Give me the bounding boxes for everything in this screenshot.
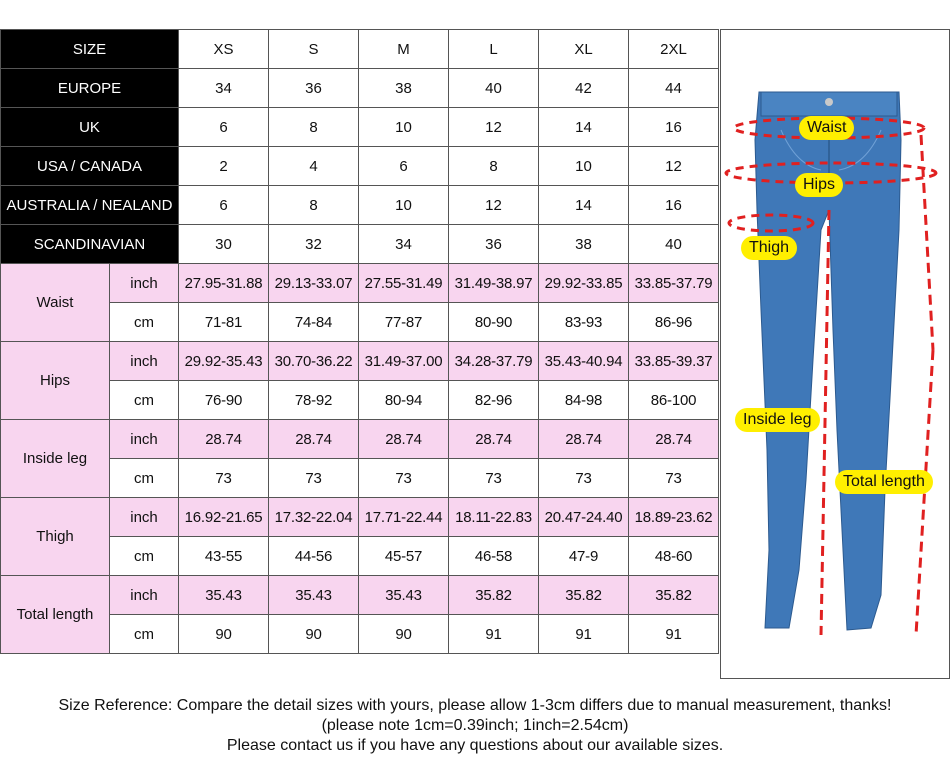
measure-cell: 84-98 [539,381,629,420]
measure-cell: 35.43 [179,576,269,615]
measure-row-inch [1,264,719,303]
size-cell: 6 [179,186,269,225]
measure-cell: 74-84 [269,303,359,342]
measure-cell: 18.89-23.62 [629,498,719,537]
measure-cell: 48-60 [629,537,719,576]
measure-cell: 78-92 [269,381,359,420]
measure-cell: 33.85-37.79 [629,264,719,303]
measure-cell: 29.13-33.07 [269,264,359,303]
inside-leg-label: Inside leg [735,408,820,432]
measure-cell: 73 [179,459,269,498]
measure-label: Waist [1,264,110,342]
unit-cm: cm [110,459,179,498]
measure-cell: 28.74 [449,420,539,459]
contact-note: Please contact us if you have any questions about our available sizes. [226,737,724,754]
size-cell: 34 [359,225,449,264]
measure-label: Thigh [1,498,110,576]
unit-cm: cm [110,615,179,654]
size-cell: XL [539,30,629,69]
footer-notes [0,696,950,756]
measure-cell: 90 [269,615,359,654]
measure-label: Inside leg [1,420,110,498]
size-cell: M [359,30,449,69]
measure-cell: 35.82 [629,576,719,615]
measure-cell: 17.71-22.44 [359,498,449,537]
size-cell: 36 [449,225,539,264]
unit-cm: cm [110,303,179,342]
measure-cell: 35.43 [269,576,359,615]
measure-cell: 91 [539,615,629,654]
unit-inch: inch [110,264,179,303]
size-cell: 8 [269,186,359,225]
measure-cell: 44-56 [269,537,359,576]
unit-conversion-note: (please note 1cm=0.39inch; 1inch=2.54cm) [321,717,629,734]
header-row [1,30,719,69]
size-cell: XS [179,30,269,69]
row-header: SIZE [1,30,179,69]
measure-row-inch [1,498,719,537]
row-header: UK [1,108,179,147]
size-cell: 10 [359,186,449,225]
row-header: SCANDINAVIAN [1,225,179,264]
size-cell: 30 [179,225,269,264]
size-cell: 38 [359,69,449,108]
header-row [1,186,719,225]
measure-cell: 45-57 [359,537,449,576]
measure-cell: 18.11-22.83 [449,498,539,537]
row-header: EUROPE [1,69,179,108]
thigh-label: Thigh [741,236,797,260]
measure-cell: 71-81 [179,303,269,342]
measure-cell: 90 [179,615,269,654]
header-row [1,69,719,108]
measure-cell: 43-55 [179,537,269,576]
unit-inch: inch [110,498,179,537]
measure-cell: 91 [629,615,719,654]
measure-cell: 46-58 [449,537,539,576]
size-cell: 16 [629,186,719,225]
measure-cell: 83-93 [539,303,629,342]
size-chart-table [0,29,719,654]
measure-cell: 33.85-39.37 [629,342,719,381]
size-cell: S [269,30,359,69]
size-cell: L [449,30,539,69]
inside-leg-measure-mark [821,210,829,635]
size-cell: 2 [179,147,269,186]
header-row [1,108,719,147]
size-cell: 6 [179,108,269,147]
measure-cell: 47-9 [539,537,629,576]
unit-inch: inch [110,420,179,459]
unit-cm: cm [110,537,179,576]
measure-cell: 29.92-35.43 [179,342,269,381]
size-cell: 32 [269,225,359,264]
measure-row-inch [1,342,719,381]
size-cell: 36 [269,69,359,108]
measure-cell: 91 [449,615,539,654]
hips-label: Hips [795,173,843,197]
measure-cell: 16.92-21.65 [179,498,269,537]
size-cell: 16 [629,108,719,147]
measure-label: Hips [1,342,110,420]
measure-cell: 73 [359,459,449,498]
jeans-measurement-figure [720,29,950,679]
measure-cell: 28.74 [629,420,719,459]
row-header: USA / CANADA [1,147,179,186]
size-cell: 8 [449,147,539,186]
measure-cell: 27.95-31.88 [179,264,269,303]
measure-cell: 35.43 [359,576,449,615]
measure-cell: 90 [359,615,449,654]
measure-cell: 27.55-31.49 [359,264,449,303]
size-cell: 8 [269,108,359,147]
size-cell: 40 [449,69,539,108]
measure-cell: 35.82 [539,576,629,615]
measure-cell: 28.74 [269,420,359,459]
measure-cell: 28.74 [539,420,629,459]
size-cell: 10 [359,108,449,147]
size-cell: 14 [539,186,629,225]
size-cell: 4 [269,147,359,186]
header-row [1,225,719,264]
measure-cell: 73 [539,459,629,498]
size-cell: 38 [539,225,629,264]
waist-label: Waist [799,116,854,140]
measure-cell: 35.43-40.94 [539,342,629,381]
measure-cell: 86-100 [629,381,719,420]
size-cell: 12 [449,186,539,225]
unit-inch: inch [110,576,179,615]
measure-cell: 20.47-24.40 [539,498,629,537]
measure-cell: 30.70-36.22 [269,342,359,381]
measure-cell: 82-96 [449,381,539,420]
measure-cell: 29.92-33.85 [539,264,629,303]
measure-cell: 28.74 [179,420,269,459]
measure-cell: 28.74 [359,420,449,459]
measure-cell: 77-87 [359,303,449,342]
measure-cell: 80-94 [359,381,449,420]
size-cell: 34 [179,69,269,108]
measure-row-inch [1,420,719,459]
measure-cell: 31.49-37.00 [359,342,449,381]
size-cell: 44 [629,69,719,108]
size-cell: 12 [629,147,719,186]
measure-cell: 35.82 [449,576,539,615]
size-cell: 40 [629,225,719,264]
unit-inch: inch [110,342,179,381]
measure-cell: 80-90 [449,303,539,342]
measure-cell: 76-90 [179,381,269,420]
measure-cell: 17.32-22.04 [269,498,359,537]
size-cell: 6 [359,147,449,186]
size-cell: 14 [539,108,629,147]
total-length-label: Total length [835,470,933,494]
size-cell: 12 [449,108,539,147]
header-row [1,147,719,186]
unit-cm: cm [110,381,179,420]
measure-cell: 73 [449,459,539,498]
measure-cell: 73 [269,459,359,498]
measure-row-inch [1,576,719,615]
size-cell: 2XL [629,30,719,69]
measure-cell: 73 [629,459,719,498]
size-cell: 10 [539,147,629,186]
row-header: AUSTRALIA / NEALAND [1,186,179,225]
size-reference-note: Size Reference: Compare the detail sizes with yours, please allow 1-3cm differs due to manual measurement, thanks! [58,697,892,714]
measure-label: Total length [1,576,110,654]
measure-cell: 31.49-38.97 [449,264,539,303]
size-cell: 42 [539,69,629,108]
measure-cell: 86-96 [629,303,719,342]
measure-cell: 34.28-37.79 [449,342,539,381]
